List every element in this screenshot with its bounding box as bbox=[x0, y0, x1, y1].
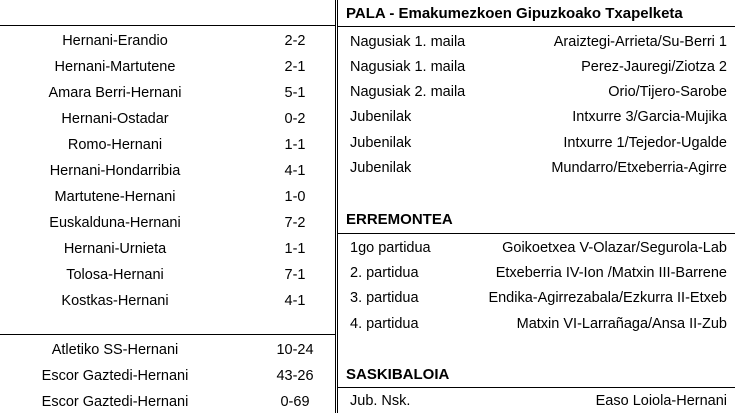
match-name: Escor Gaztedi-Hernani bbox=[41, 368, 189, 384]
match-score: 1-1 bbox=[284, 137, 306, 153]
category-label: 2. partidua bbox=[350, 265, 419, 281]
match-score: 5-1 bbox=[284, 85, 306, 101]
teams-label: Orio/Tijero-Sarobe bbox=[608, 84, 727, 100]
teams-label: Intxurre 1/Tejedor-Ugalde bbox=[563, 135, 727, 151]
match-name: Hernani-Hondarribia bbox=[49, 163, 181, 179]
divider bbox=[0, 334, 335, 335]
category-label: Jub. Nsk. bbox=[350, 393, 411, 409]
match-score: 7-1 bbox=[284, 267, 306, 283]
column-divider bbox=[337, 0, 338, 413]
category-label: Nagusiak 1. maila bbox=[350, 34, 466, 50]
match-score: 1-0 bbox=[284, 189, 306, 205]
match-score: 2-1 bbox=[284, 59, 306, 75]
match-score: 4-1 bbox=[284, 163, 306, 179]
match-name: Hernani-Ostadar bbox=[61, 111, 169, 127]
match-score: 2-2 bbox=[284, 33, 306, 49]
match-name: Tolosa-Hernani bbox=[66, 267, 164, 283]
category-label: Nagusiak 1. maila bbox=[350, 59, 466, 75]
category-label: Jubenilak bbox=[350, 135, 412, 151]
match-name: Kostkas-Hernani bbox=[61, 293, 169, 309]
category-label: Nagusiak 2. maila bbox=[350, 84, 466, 100]
category-label: 1go partidua bbox=[350, 240, 431, 256]
section-title: PALA - Emakumezkoen Gipuzkoako Txapelketa bbox=[346, 5, 683, 22]
match-name: Hernani-Martutene bbox=[54, 59, 176, 75]
match-name: Hernani-Erandio bbox=[62, 33, 168, 49]
match-name: Euskalduna-Hernani bbox=[49, 215, 181, 231]
teams-label: Goikoetxea V-Olazar/Segurola-Lab bbox=[502, 240, 727, 256]
match-name: Hernani-Urnieta bbox=[63, 241, 167, 257]
section-title: ERREMONTEA bbox=[346, 211, 453, 228]
teams-label: Araiztegi-Arrieta/Su-Berri 1 bbox=[553, 34, 727, 50]
teams-label: Perez-Jauregi/Ziotza 2 bbox=[581, 59, 727, 75]
match-score: 4-1 bbox=[284, 293, 306, 309]
match-name: Atletiko SS-Hernani bbox=[51, 342, 179, 358]
match-name: Escor Gaztedi-Hernani bbox=[41, 394, 189, 410]
teams-label: Easo Loiola-Hernani bbox=[595, 393, 727, 409]
category-label: Jubenilak bbox=[350, 109, 412, 125]
match-score: 0-2 bbox=[284, 111, 306, 127]
match-score: 10-24 bbox=[276, 342, 314, 358]
teams-label: Etxeberria IV-Ion /Matxin III-Barrene bbox=[495, 265, 727, 281]
match-name: Romo-Hernani bbox=[67, 137, 163, 153]
teams-label: Matxin VI-Larrañaga/Ansa II-Zub bbox=[516, 316, 727, 332]
match-score: 43-26 bbox=[276, 368, 314, 384]
match-name: Martutene-Hernani bbox=[54, 189, 176, 205]
column-divider bbox=[335, 0, 336, 413]
category-label: 3. partidua bbox=[350, 290, 419, 306]
teams-label: Intxurre 3/Garcia-Mujika bbox=[572, 109, 727, 125]
divider bbox=[0, 25, 335, 26]
match-score: 7-2 bbox=[284, 215, 306, 231]
teams-label: Mundarro/Etxeberria-Agirre bbox=[551, 160, 727, 176]
match-score: 1-1 bbox=[284, 241, 306, 257]
teams-label: Endika-Agirrezabala/Ezkurra II-Etxeb bbox=[488, 290, 727, 306]
divider bbox=[337, 233, 735, 234]
section-title: SASKIBALOIA bbox=[346, 366, 450, 383]
match-name: Amara Berri-Hernani bbox=[48, 85, 182, 101]
category-label: 4. partidua bbox=[350, 316, 419, 332]
category-label: Jubenilak bbox=[350, 160, 412, 176]
match-score: 0-69 bbox=[280, 394, 310, 410]
